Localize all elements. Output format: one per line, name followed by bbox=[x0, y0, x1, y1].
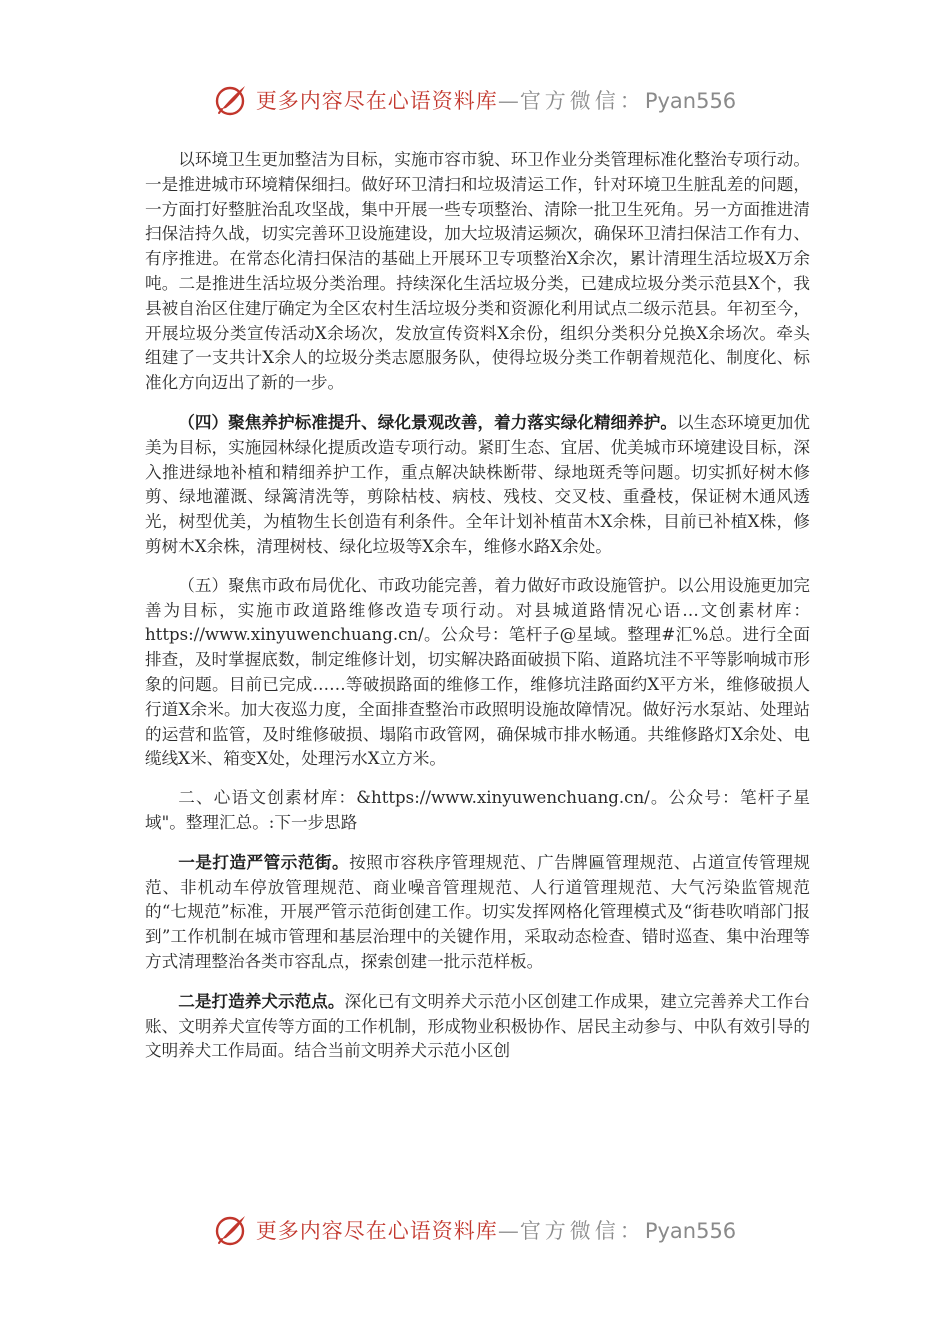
paragraph-model-street-heading: 一是打造严管示范街。 bbox=[178, 851, 350, 872]
section-heading-next-steps: 二、心语文创素材库：&https://www.xinyuwenchuang.cn/。公众号：笔杆子星域"。整理汇总。:下一步思路 bbox=[145, 788, 810, 832]
footer-banner-text bbox=[256, 1215, 736, 1245]
header-banner bbox=[0, 78, 950, 122]
paragraph-environment-sanitation: 以环境卫生更加整洁为目标，实施市容市貌、环卫作业分类管理标准化整治专项行动。一是推进城市环境精保细扫。做好环卫清扫和垃圾清运工作，针对环境卫生脏乱差的问题，一方面打好整脏治乱攻坚战，集中开展一些专项整治、清除一批卫生死角。另一方面推进清扫保洁持久战，切实完善环卫设施建设，加大垃圾清运频次，确保环卫清扫保洁工作有力、有序推进。在常态化清扫保洁的基础上开展环卫专项整治X余次，累计清理生活垃圾X万余吨。二是推进生活垃圾分类治理。持续深化生活垃圾分类，已建成垃圾分类示范县X个，我县被自治区住建厅确定为全区农村生活垃圾分类和资源化利用试点二级示范县。年初至今，开展垃圾分类宣传活动X余场次，发放宣传资料X余份，组织分类积分兑换X余场次。牵头组建了一支共计X余人的垃圾分类志愿服务队，使得垃圾分类工作朝着规范化、制度化、标准化方向迈出了新的一步。 bbox=[145, 150, 810, 393]
paragraph-dog-keeping bbox=[145, 989, 810, 1064]
footer-banner bbox=[0, 1208, 950, 1252]
header-banner-text bbox=[256, 85, 736, 115]
header-banner-title: 更多内容尽在心语资料库 bbox=[255, 89, 498, 113]
footer-banner-wechat-id: Pyan556 bbox=[644, 1219, 737, 1243]
paragraph-municipal-facilities: （五）聚焦市政布局优化、市政功能完善，着力做好市政设施管护。以公用设施更加完善为目标，实施市政道路维修改造专项行动。对县城道路情况心语…文创素材库：https://www.xinyuwenchuang.cn/。公众号：笔杆子@星域。整理#汇%总。进行全面排查，及时掌握底数，制定维修计划，切实解决路面破损下陷、道路坑洼不平等影响城市形象的问题。目前已完成……等破损路面的维修工作，维修坑洼路面约X平方米，维修破损人行道X余米。加大夜巡力度，全面排查整治市政照明设施故障情况。做好污水泵站、处理站的运营和监管，及时维修破损、塌陷市政管网，确保城市排水畅通。共维修路灯X余处、电缆线X米、箱变X处，处理污水X立方米。 bbox=[145, 575, 810, 769]
paragraph-model-street bbox=[145, 850, 810, 975]
paragraph-model-street-text: 按照市容秩序管理规范、广告牌匾管理规范、占道宣传管理规范、非机动车停放管理规范、商业噪音管理规范、人行道管理规范、大气污染监管规范的“七规范”标准，开展严管示范街创建工作。切实发挥网格化管理模式及“街巷吹哨部门报到”工作机制在城市管理和基层治理中的关键作用，采取动态检查、错时巡查、集中治理等方式清理整治各类市容乱点，探索创建一批示范样板。 bbox=[145, 852, 811, 971]
paragraph-greening-maintenance bbox=[145, 410, 810, 560]
paragraph-dog-keeping-heading: 二是打造养犬示范点。 bbox=[178, 990, 345, 1011]
document-body bbox=[145, 148, 810, 1064]
paragraph-greening-text: 以生态环境更加优美为目标，实施园林绿化提质改造专项行动。紧盯生态、宜居、优美城市环境建设目标，深入推进绿地补植和精细养护工作，重点解决缺株断带、绿地斑秃等问题。切实抓好树木修剪、绿地灌溉、绿篱清洗等，剪除枯枝、病枝、残枝、交叉枝、重叠枝，保证树木通风透光，树型优美，为植物生长创造有利条件。全年计划补植苗木X余株，目前已补植X株，修剪树木X余株，清理树枝、绿化垃圾等X余车，维修水路X余处。 bbox=[145, 412, 811, 556]
footer-banner-dash: — bbox=[497, 1219, 520, 1243]
paragraph-greening-heading: （四）聚焦养护标准提升、绿化景观改善，着力落实绿化精细养护。 bbox=[178, 411, 678, 432]
header-banner-wechat-label: 官方微信： bbox=[519, 89, 645, 113]
header-banner-dash: — bbox=[497, 89, 520, 113]
paragraph-dog-keeping-text: 深化已有文明养犬示范小区创建工作成果，建立完善养犬工作台账、文明养犬宣传等方面的工作机制，形成物业积极协作、居民主动参与、中队有效引导的文明养犬工作局面。结合当前文明养犬示范小区创 bbox=[145, 991, 811, 1061]
footer-banner-title: 更多内容尽在心语资料库 bbox=[255, 1219, 498, 1243]
quill-logo-icon bbox=[214, 1212, 250, 1248]
header-banner-inner bbox=[214, 82, 736, 118]
header-banner-wechat-id: Pyan556 bbox=[644, 89, 737, 113]
footer-banner-inner bbox=[214, 1212, 736, 1248]
quill-logo-icon bbox=[214, 82, 250, 118]
footer-banner-wechat-label: 官方微信： bbox=[519, 1219, 645, 1243]
